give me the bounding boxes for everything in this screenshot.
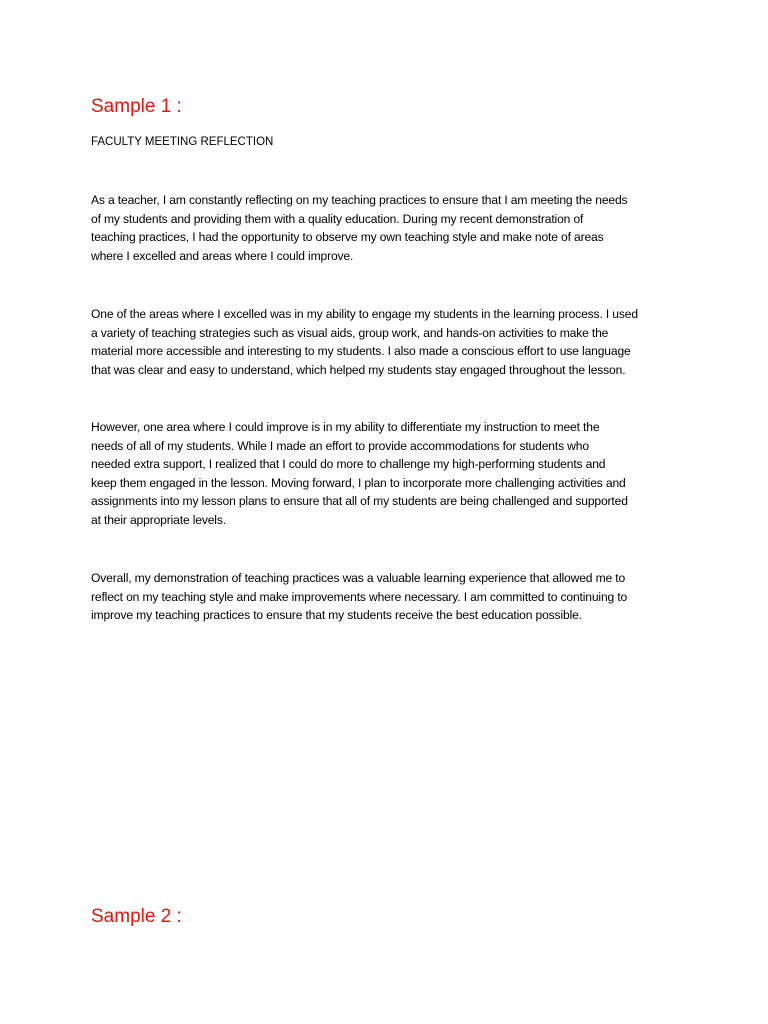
paragraph-line: keep them engaged in the lesson. Moving forward, I plan to incorporate more challenging activities and bbox=[91, 475, 626, 490]
paragraph-2 bbox=[91, 305, 691, 379]
paragraph-line: needs of all of my students. While I made an effort to provide accommodations for students who bbox=[91, 438, 589, 453]
paragraph-line: However, one area where I could improve is in my ability to differentiate my instruction to meet the bbox=[91, 420, 600, 434]
paragraph-1 bbox=[91, 191, 691, 265]
document-title: FACULTY MEETING REFLECTION bbox=[91, 136, 274, 148]
paragraph-line: improve my teaching practices to ensure that my students receive the best education possible. bbox=[91, 608, 582, 623]
paragraph-line: a variety of teaching strategies such as visual aids, group work, and hands-on activities to make the bbox=[91, 325, 609, 340]
paragraph-line: Overall, my demonstration of teaching practices was a valuable learning experience that allowed me to bbox=[91, 571, 626, 585]
paragraph-line: needed extra support, I realized that I could do more to challenge my high-performing students and bbox=[91, 457, 606, 472]
paragraph-line: at their appropriate levels. bbox=[91, 512, 226, 527]
paragraph-line: One of the areas where I excelled was in my ability to engage my students in the learning process. I used bbox=[91, 307, 638, 321]
paragraph-line: teaching practices, I had the opportunity to observe my own teaching style and make note of areas bbox=[91, 230, 604, 245]
paragraph-4 bbox=[91, 569, 691, 625]
paragraph-line: As a teacher, I am constantly reflecting on my teaching practices to ensure that I am meeting the needs bbox=[91, 193, 628, 207]
paragraph-line: of my students and providing them with a quality education. During my recent demonstration of bbox=[91, 211, 584, 226]
paragraph-line: material more accessible and interesting to my students. I also made a conscious effort to use language bbox=[91, 344, 631, 359]
paragraph-line: assignments into my lesson plans to ensure that all of my students are being challenged and supported bbox=[91, 494, 628, 509]
sample-1-heading: Sample 1 : bbox=[91, 96, 182, 117]
paragraph-3 bbox=[91, 418, 691, 530]
paragraph-line: where I excelled and areas where I could improve. bbox=[91, 248, 354, 263]
sample-2-heading: Sample 2 : bbox=[91, 906, 182, 927]
paragraph-line: reflect on my teaching style and make improvements where necessary. I am committed to continuing to bbox=[91, 589, 628, 604]
paragraph-line: that was clear and easy to understand, which helped my students stay engaged throughout the lesson. bbox=[91, 362, 626, 377]
